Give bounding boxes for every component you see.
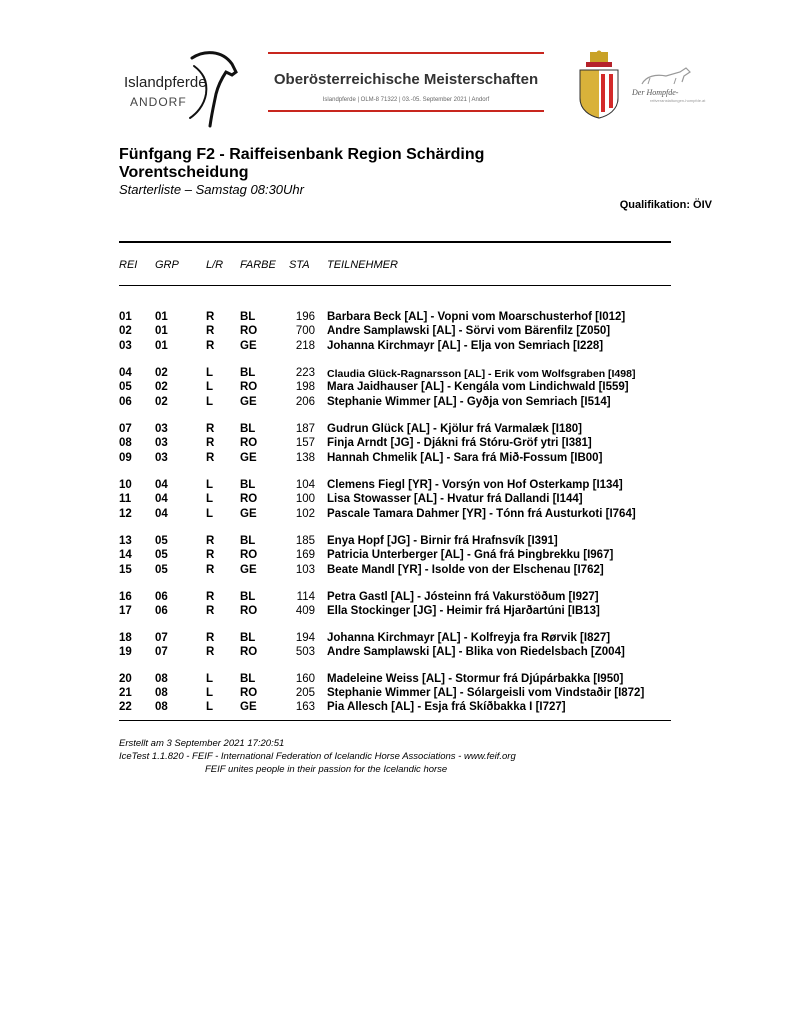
sta-cell: 700 (295, 325, 315, 337)
sta-cell: 187 (295, 423, 315, 435)
farbe-cell: GE (240, 508, 257, 520)
page-title-line2: Vorentscheidung (119, 164, 249, 181)
championship-banner (268, 52, 548, 114)
lr-cell: L (206, 367, 214, 379)
table-row (119, 535, 679, 549)
col-header-lr: L/R (206, 259, 224, 271)
sta-cell: 138 (295, 452, 315, 464)
table-row (119, 591, 679, 605)
lr-cell: R (206, 423, 215, 435)
upper-austria-crest-icon (576, 50, 622, 120)
farbe-cell: RO (240, 493, 258, 505)
farbe-cell: BL (240, 535, 256, 547)
teilnehmer-cell: Ella Stockinger [JG] - Heimir frá Hjarðartúni [IB13] (327, 605, 600, 617)
lr-cell: R (206, 646, 215, 658)
logo-left-line2: ANDORF (130, 95, 187, 109)
qualification-label: Qualifikation: ÖIV (619, 199, 712, 211)
table-row (119, 564, 679, 578)
rei-cell: 13 (119, 535, 132, 547)
table-row (119, 381, 679, 395)
grp-cell: 04 (155, 493, 168, 505)
lr-cell: L (206, 479, 214, 491)
lr-cell: R (206, 605, 215, 617)
sta-cell: 160 (295, 673, 315, 685)
col-header-farbe: FARBE (240, 259, 276, 271)
rei-cell: 11 (119, 493, 132, 505)
banner-title: Oberösterreichische Meisterschaften (273, 71, 539, 88)
grp-cell: 07 (155, 632, 168, 644)
teilnehmer-cell: Johanna Kirchmayr [AL] - Elja von Semriach [I228] (327, 340, 604, 352)
lr-cell: R (206, 632, 215, 644)
teilnehmer-cell: Claudia Glück-Ragnarsson [AL] - Erik vom Wolfsgraben [I498] (327, 368, 636, 380)
teilnehmer-cell: Madeleine Weiss [AL] - Stormur frá Djúpárbakka [I950] (327, 673, 624, 685)
table-row (119, 437, 679, 451)
horse-head-icon (188, 50, 240, 128)
teilnehmer-cell: Beate Mandl [YR] - Isolde von der Elschenau [I762] (327, 564, 604, 576)
lr-cell: R (206, 311, 215, 323)
farbe-cell: GE (240, 340, 257, 352)
teilnehmer-cell: Pia Allesch [AL] - Esja frá Skíðbakka I [I727] (327, 701, 566, 713)
table-row (119, 508, 679, 522)
sta-cell: 205 (295, 687, 315, 699)
teilnehmer-cell: Andre Samplawski [AL] - Sörvi vom Bärenfilz [Z050] (327, 325, 611, 337)
lr-cell: R (206, 340, 215, 352)
farbe-cell: GE (240, 564, 257, 576)
table-row (119, 605, 679, 619)
farbe-cell: BL (240, 423, 256, 435)
rei-cell: 15 (119, 564, 132, 576)
table-row (119, 340, 679, 354)
rei-cell: 05 (119, 381, 132, 393)
grp-cell: 01 (155, 311, 168, 323)
table-row (119, 673, 679, 687)
lr-cell: L (206, 701, 214, 713)
teilnehmer-cell: Mara Jaidhauser [AL] - Kengála vom Lindichwald [I559] (327, 381, 629, 393)
lr-cell: L (206, 381, 214, 393)
sta-cell: 194 (295, 632, 315, 644)
banner-bottom-rule (268, 110, 544, 112)
footer-created: Erstellt am 3 September 2021 17:20:51 (119, 738, 285, 749)
grp-cell: 08 (155, 687, 168, 699)
sta-cell: 169 (295, 549, 315, 561)
lr-cell: L (206, 673, 214, 685)
grp-cell: 02 (155, 396, 168, 408)
rei-cell: 14 (119, 549, 132, 561)
sta-cell: 206 (295, 396, 315, 408)
teilnehmer-cell: Stephanie Wimmer [AL] - Gyðja von Semriach [I514] (327, 396, 611, 408)
farbe-cell: RO (240, 687, 258, 699)
sta-cell: 100 (295, 493, 315, 505)
farbe-cell: BL (240, 673, 256, 685)
grp-cell: 03 (155, 437, 168, 449)
sta-cell: 103 (295, 564, 315, 576)
sta-cell: 163 (295, 701, 315, 713)
sta-cell: 198 (295, 381, 315, 393)
partner-name: Der Hompfde- (632, 88, 679, 97)
farbe-cell: RO (240, 437, 258, 449)
teilnehmer-cell: Johanna Kirchmayr [AL] - Kolfreyja fra Rørvik [I827] (327, 632, 611, 644)
rei-cell: 22 (119, 701, 132, 713)
farbe-cell: RO (240, 381, 258, 393)
col-header-sta: STA (289, 259, 310, 271)
col-header-rei: REI (119, 259, 138, 271)
col-header-grp: GRP (155, 259, 179, 271)
starterliste-subtitle: Starterliste – Samstag 08:30Uhr (119, 182, 304, 197)
rei-cell: 17 (119, 605, 132, 617)
grp-cell: 08 (155, 673, 168, 685)
sta-cell: 114 (296, 591, 315, 603)
teilnehmer-cell: Pascale Tamara Dahmer [YR] - Tónn frá Austurkoti [I764] (327, 508, 636, 520)
sta-cell: 223 (295, 367, 315, 379)
farbe-cell: BL (240, 591, 256, 603)
table-row (119, 549, 679, 563)
sta-cell: 196 (295, 311, 315, 323)
lr-cell: R (206, 591, 215, 603)
table-row (119, 367, 679, 381)
farbe-cell: RO (240, 646, 258, 658)
sta-cell: 185 (295, 535, 315, 547)
teilnehmer-cell: Lisa Stowasser [AL] - Hvatur frá Dallandi [I144] (327, 493, 583, 505)
lr-cell: R (206, 437, 215, 449)
farbe-cell: BL (240, 479, 256, 491)
teilnehmer-cell: Andre Samplawski [AL] - Blika von Riedelsbach [Z004] (327, 646, 625, 658)
lr-cell: R (206, 549, 215, 561)
farbe-cell: GE (240, 396, 257, 408)
col-header-teilnehmer: TEILNEHMER (327, 259, 398, 271)
grp-cell: 01 (155, 325, 168, 337)
table-row (119, 311, 679, 325)
rei-cell: 10 (119, 479, 132, 491)
teilnehmer-cell: Patricia Unterberger [AL] - Gná frá Þingbrekku [I967] (327, 549, 614, 561)
teilnehmer-cell: Enya Hopf [JG] - Birnir frá Hrafnsvík [I391] (327, 535, 558, 547)
logo-left-line1: Islandpferde (124, 74, 207, 91)
table-row (119, 423, 679, 437)
grp-cell: 04 (155, 479, 168, 491)
lr-cell: R (206, 452, 215, 464)
partner-url: reitveranstaltungen-hompfde.at (650, 98, 706, 103)
hompfde-partner-logo (628, 66, 706, 106)
rei-cell: 01 (119, 311, 132, 323)
table-row (119, 632, 679, 646)
farbe-cell: BL (240, 632, 256, 644)
farbe-cell: GE (240, 452, 257, 464)
grp-cell: 02 (155, 367, 168, 379)
grp-cell: 06 (155, 605, 168, 617)
grp-cell: 05 (155, 564, 168, 576)
sta-cell: 102 (295, 508, 315, 520)
sta-cell: 218 (295, 340, 315, 352)
teilnehmer-cell: Clemens Fiegl [YR] - Vorsýn von Hof Osterkamp [I134] (327, 479, 623, 491)
rei-cell: 09 (119, 452, 132, 464)
banner-top-rule (268, 52, 544, 54)
table-row (119, 646, 679, 660)
lr-cell: L (206, 493, 214, 505)
sta-cell: 409 (295, 605, 315, 617)
grp-cell: 03 (155, 452, 168, 464)
banner-subtitle: Islandpferde | OLM-8 71322 | 03.-05. September 2021 | Andorf (322, 97, 490, 103)
farbe-cell: RO (240, 325, 258, 337)
rei-cell: 19 (119, 646, 132, 658)
farbe-cell: BL (240, 367, 256, 379)
farbe-cell: RO (240, 549, 258, 561)
rei-cell: 02 (119, 325, 132, 337)
bottom-rule (119, 720, 671, 721)
table-row (119, 396, 679, 410)
horse-silhouette-icon (628, 66, 702, 88)
table-row (119, 479, 679, 493)
rei-cell: 18 (119, 632, 132, 644)
lr-cell: L (206, 687, 214, 699)
table-row (119, 687, 679, 701)
sta-cell: 104 (295, 479, 315, 491)
grp-cell: 05 (155, 535, 168, 547)
farbe-cell: GE (240, 701, 257, 713)
teilnehmer-cell: Petra Gastl [AL] - Jósteinn frá Vakurstöðum [I927] (327, 591, 599, 603)
teilnehmer-cell: Barbara Beck [AL] - Vopni vom Moarschusterhof [I012] (327, 311, 626, 323)
table-row (119, 493, 679, 507)
grp-cell: 08 (155, 701, 168, 713)
grp-cell: 06 (155, 591, 168, 603)
rei-cell: 07 (119, 423, 132, 435)
lr-cell: R (206, 564, 215, 576)
page-title: Fünfgang F2 - Raiffeisenbank Region Schärding (119, 146, 485, 163)
grp-cell: 04 (155, 508, 168, 520)
teilnehmer-cell: Finja Arndt [JG] - Djákni frá Stóru-Gröf ytri [I381] (327, 437, 592, 449)
footer-slogan: FEIF unites people in their passion for the Icelandic horse (205, 764, 448, 775)
teilnehmer-cell: Stephanie Wimmer [AL] - Sólargeisli vom Vindstaðir [I872] (327, 687, 645, 699)
grp-cell: 05 (155, 549, 168, 561)
top-rule (119, 241, 671, 243)
lr-cell: L (206, 396, 214, 408)
table-row (119, 452, 679, 466)
lr-cell: L (206, 508, 214, 520)
header-rule (119, 285, 671, 286)
rei-cell: 04 (119, 367, 132, 379)
rei-cell: 16 (119, 591, 132, 603)
farbe-cell: RO (240, 605, 258, 617)
rei-cell: 12 (119, 508, 132, 520)
farbe-cell: BL (240, 311, 256, 323)
footer-icetest: IceTest 1.1.820 - FEIF - International Federation of Icelandic Horse Associations - www.feif.org (119, 751, 516, 762)
grp-cell: 01 (155, 340, 168, 352)
teilnehmer-cell: Gudrun Glück [AL] - Kjölur frá Varmalæk [I180] (327, 423, 582, 435)
table-row (119, 325, 679, 339)
grp-cell: 02 (155, 381, 168, 393)
lr-cell: R (206, 535, 215, 547)
sta-cell: 503 (295, 646, 315, 658)
teilnehmer-cell: Hannah Chmelik [AL] - Sara frá Mið-Fossum [IB00] (327, 452, 603, 464)
islandpferde-andorf-logo (118, 50, 243, 128)
rei-cell: 20 (119, 673, 132, 685)
rei-cell: 03 (119, 340, 132, 352)
rei-cell: 06 (119, 396, 132, 408)
rei-cell: 08 (119, 437, 132, 449)
rei-cell: 21 (119, 687, 132, 699)
lr-cell: R (206, 325, 215, 337)
sta-cell: 157 (295, 437, 315, 449)
grp-cell: 03 (155, 423, 168, 435)
grp-cell: 07 (155, 646, 168, 658)
table-row (119, 701, 679, 715)
